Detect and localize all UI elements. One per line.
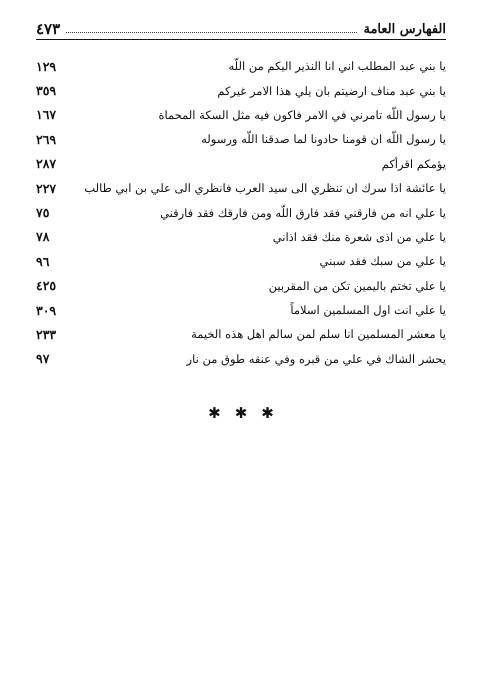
entry-text: يا علي تختم باليمين تكن من المقربين xyxy=(268,278,446,293)
entry-text: يحشر الشاك في علي من قبره وفي عنقه طوق من نار xyxy=(186,351,446,366)
entry-page: ١٢٩ xyxy=(36,58,57,74)
entry-page: ٣٥٩ xyxy=(36,83,57,99)
entry-page: ١٦٧ xyxy=(36,107,57,123)
entry-text: يا علي انت اول المسلمين اسلاماً xyxy=(290,303,446,318)
entry-text: يا علي انه من فارقني فقد فارق اللّه ومن فارقك فقد فارقني xyxy=(160,205,446,220)
entry-text: يا علي من اذى شعرة منك فقد اذاني xyxy=(272,229,446,244)
entry-text: يؤمكم اقرأكم xyxy=(381,156,446,171)
entry-text: يا عائشة اذا سرك ان تنظري الى سيد العرب فانظري الى علي بن ابي طالب xyxy=(84,181,446,196)
index-entry xyxy=(36,152,446,176)
index-entry xyxy=(36,249,446,273)
entry-page: ٢٦٩ xyxy=(36,131,57,147)
entry-page: ٧٨ xyxy=(36,229,50,245)
entry-text: يا علي من سبك فقد سبني xyxy=(319,254,446,269)
index-entry xyxy=(36,127,446,151)
entry-page: ٩٧ xyxy=(36,351,50,367)
asterisk-ornament: ✱ xyxy=(261,404,274,422)
index-entry xyxy=(36,78,446,102)
index-entry xyxy=(36,225,446,249)
entry-page: ٤٢٥ xyxy=(36,278,57,294)
entry-text: يا رسول اللّه تامرني في الامر فاكون فيه مثل السكة المحماة xyxy=(158,107,446,122)
dot-leader xyxy=(66,32,357,33)
index-entry xyxy=(36,54,446,78)
entry-page: ٩٦ xyxy=(36,253,50,269)
asterisk-ornament: ✱ xyxy=(234,404,248,422)
entry-page: ٢٨٧ xyxy=(36,156,57,172)
entry-text: يا بني عبد مناف ارضيتم بان يلي هذا الامر غيركم xyxy=(217,83,446,98)
index-entry xyxy=(36,274,446,298)
entry-text: يا رسول اللّه ان قومنا حادونا لما صدقنا اللّه ورسوله xyxy=(201,132,446,147)
index-entry xyxy=(36,322,446,346)
index-entry xyxy=(36,347,446,371)
entry-page: ٣٠٩ xyxy=(36,302,57,318)
entry-text: يا معشر المسلمين انا سلم لمن سالم اهل هذه الخيمة xyxy=(191,327,446,342)
index-entry xyxy=(36,200,446,224)
index-entry xyxy=(36,176,446,200)
index-entries xyxy=(36,54,446,371)
index-entry xyxy=(36,298,446,322)
entry-text: يا بني عبد المطلب اني انا النذير اليكم من اللّه xyxy=(228,59,446,74)
index-entry xyxy=(36,103,446,127)
entry-page: ٢٢٧ xyxy=(36,180,57,196)
page-number: ٤٧٣ xyxy=(36,20,61,38)
entry-page: ٧٥ xyxy=(36,205,50,221)
header-title: الفهارس العامة xyxy=(363,22,446,37)
asterisk-ornament: ✱ xyxy=(208,404,221,422)
section-ornament xyxy=(0,406,482,421)
entry-page: ٢٣٣ xyxy=(36,326,57,342)
running-header xyxy=(36,17,446,40)
